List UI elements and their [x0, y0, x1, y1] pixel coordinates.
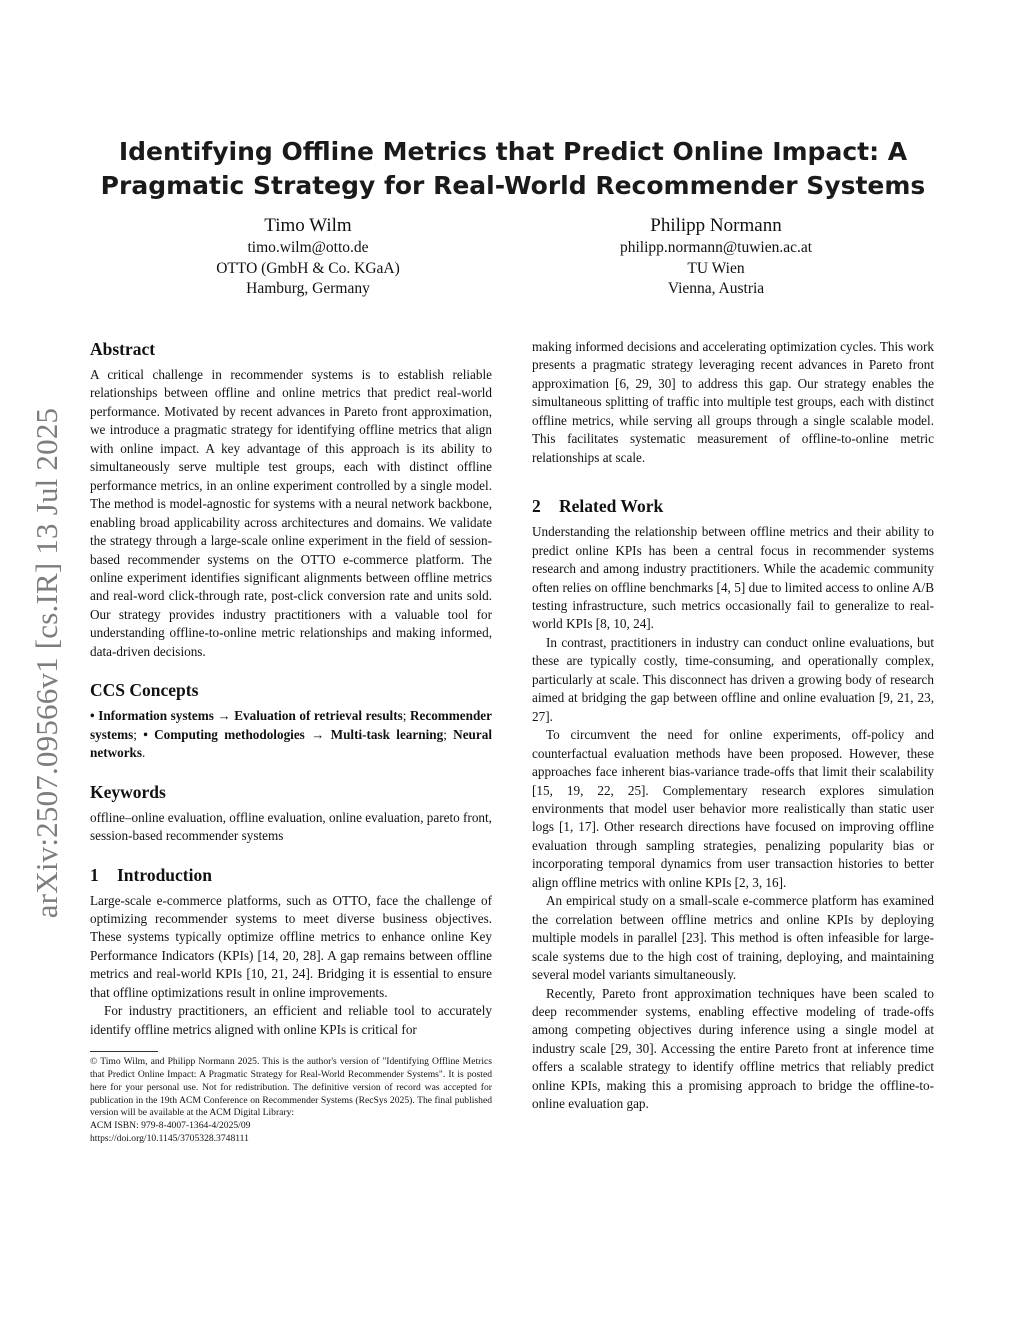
- author-name: Philipp Normann: [650, 215, 782, 236]
- introduction-paragraph: For industry practitioners, an efficient and reliable tool to accurately identify offline metrics aligned with online KPIs is critical for: [90, 1003, 492, 1037]
- related-work-paragraph: Recently, Pareto front approximation techniques have been scaled to deep recommender systems, enabling effective modeling of trade-offs among competing objectives during inference using a single model at industry scale [29, 30]. Accessing the entire Pareto front at inference time offers a scalable strategy to identify offline metrics that reliably predict online KPIs, making this a promising approach to bridge the offline-to-online evaluation gap.: [532, 985, 934, 1112]
- ccs-section: [90, 679, 492, 762]
- author-affiliation: OTTO (GmbH & Co. KGaA): [216, 259, 400, 277]
- ccs-concept: Recommender systems: [90, 708, 492, 742]
- author-block-1: [158, 214, 458, 300]
- footnote-doi: https://doi.org/10.1145/3705328.3748111: [90, 1132, 249, 1144]
- author-affiliation: TU Wien: [687, 259, 745, 277]
- related-work-paragraph: An empirical study on a small-scale e-commerce platform has examined the correlation between offline metrics and online KPIs by deploying multiple models in parallel [23]. This method is often infeasible for large-scale systems due to the high cost of training, deploying, and maintaining several model variants simultaneously.: [532, 893, 934, 983]
- paper-title: Identifying Offline Metrics that Predict Online Impact: A Pragmatic Strategy for Real-World Recommender Systems: [100, 137, 926, 200]
- copyright-footnote: [90, 1056, 492, 1146]
- abstract-heading: Abstract: [90, 339, 156, 359]
- keywords-section: [90, 781, 492, 846]
- arxiv-identifier: [22, 380, 72, 945]
- footnote-isbn: ACM ISBN: 979-8-4007-1364-4/2025/09: [90, 1120, 251, 1132]
- section-title: Related Work: [559, 496, 664, 517]
- related-work-paragraph: Understanding the relationship between offline metrics and their ability to predict online KPIs has been a central focus in recommender systems research and among industry practitioners. While the academic community often relies on offline benchmarks [4, 5] due to limited access to online A/B testing infrastructure, such metrics occasionally fail to generalize to real-world KPIs [8, 10, 24].: [532, 524, 934, 632]
- author-block-2: [566, 214, 866, 300]
- footnote-text: © Timo Wilm, and Philipp Normann 2025. This is the author's version of "Identifying Offline Metrics that Predict Online Impact: A Pragmatic Strategy for Real-World Recommender Systems". It is posted here for your personal use. Not for redistribution. The definitive version of record was accepted for publication in the 19th ACM Conference on Recommender Systems (RecSys 2025). The final published version will be available at the ACM Digital Library:: [90, 1056, 492, 1119]
- introduction-paragraph: making informed decisions and accelerating optimization cycles. This work presents a pragmatic strategy leveraging recent advances in Pareto front approximation [6, 29, 30] to address this gap. Our strategy enables the simultaneous splitting of traffic into multiple test groups, each with distinct offline metrics, while serving all groups through a single scalable model. This facilitates systematic measurement of offline-to-online metric relationships at scale.: [532, 339, 934, 465]
- author-location: Hamburg, Germany: [246, 280, 370, 297]
- related-work-paragraph: In contrast, practitioners in industry can conduct online evaluations, but these are typically costly, time-consuming, and operationally complex, particularly at scale. This disconnect has driven a growing body of research aimed at bridging the gap between offline and online evaluation [9, 21, 23, 27].: [532, 634, 934, 724]
- related-work-paragraph: To circumvent the need for online experiments, off-policy and counterfactual evaluation methods have been proposed. However, these approaches face inherent bias-variance trade-offs that limit their scalability [15, 19, 22, 25]. Complementary research explores simulation environments that model user behavior more realistically than static user logs [1, 17]. Other research directions have focused on improving offline evaluation through sampling strategies, penalizing popularity bias or incorporating temporal dynamics from user transaction histories to better align offline metrics with online KPIs [2, 3, 16].: [532, 727, 934, 890]
- ccs-concept: • Computing methodologies → Multi-task learning: [143, 726, 444, 742]
- section-title: Introduction: [117, 864, 212, 885]
- ccs-heading: CCS Concepts: [90, 680, 199, 701]
- section-number: 1: [90, 864, 99, 885]
- related-work-heading: [532, 495, 934, 517]
- right-column: [532, 338, 934, 1132]
- left-column: [90, 338, 492, 1146]
- abstract-section: [90, 338, 492, 661]
- introduction-section: [90, 864, 492, 1040]
- introduction-heading: [90, 864, 492, 886]
- related-work-section: [532, 495, 934, 1114]
- author-name: Timo Wilm: [264, 215, 352, 236]
- author-location: Vienna, Austria: [667, 280, 765, 297]
- abstract-text: A critical challenge in recommender systems is to establish reliable relationships between offline and online metrics that predict real-world performance. Motivated by recent advances in Pareto front approximation, we introduce a pragmatic strategy for identifying offline metrics that align with online impact. A key advantage of this approach is its ability to simultaneously serve multiple test groups, each with distinct offline performance metrics, in an online experiment controlled by a single model. The method is model-agnostic for systems with a neural network backbone, enabling broad applicability across architectures and domains. We validate the strategy through a large-scale online experiment in the field of session-based recommender systems on the OTTO e-commerce platform. The online experiment identifies significant alignments between offline metrics and real-word click-through rate, post-click conversion rate and units sold. Our strategy provides industry practitioners with a valuable tool for understanding offline-to-online metric relationships and making informed, data-driven decisions.: [90, 367, 492, 659]
- introduction-paragraph: Large-scale e-commerce platforms, such as OTTO, face the challenge of optimizing recommender systems to meet diverse business objectives. These systems typically optimize offline metrics to enhance online Key Performance Indicators (KPIs) [14, 20, 28]. A gap remains between offline metrics and real-world KPIs [10, 21, 24]. Bridging it is essential to ensure that offline optimizations result in online improvements.: [90, 892, 492, 1000]
- author-email: timo.wilm@otto.de: [247, 239, 369, 256]
- section-number: 2: [532, 496, 541, 517]
- author-email: philipp.normann@tuwien.ac.at: [619, 239, 813, 256]
- introduction-continued: [532, 338, 934, 467]
- ccs-concept: Neural networks: [90, 726, 492, 761]
- keywords-heading: Keywords: [90, 781, 166, 802]
- ccs-text: • Information systems → Evaluation of retrieval results; Recommender systems; • Computing methodologies → Multi-task learning; Neural networks.: [90, 708, 492, 761]
- arxiv-identifier-text: arXiv:2507.09566v1 [cs.IR] 13 Jul 2025: [29, 407, 64, 918]
- ccs-concept: • Information systems → Evaluation of retrieval results: [90, 708, 403, 724]
- footnote-divider: [90, 1051, 158, 1052]
- keywords-text: offline–online evaluation, offline evaluation, online evaluation, pareto front, session-based recommender systems: [90, 809, 492, 844]
